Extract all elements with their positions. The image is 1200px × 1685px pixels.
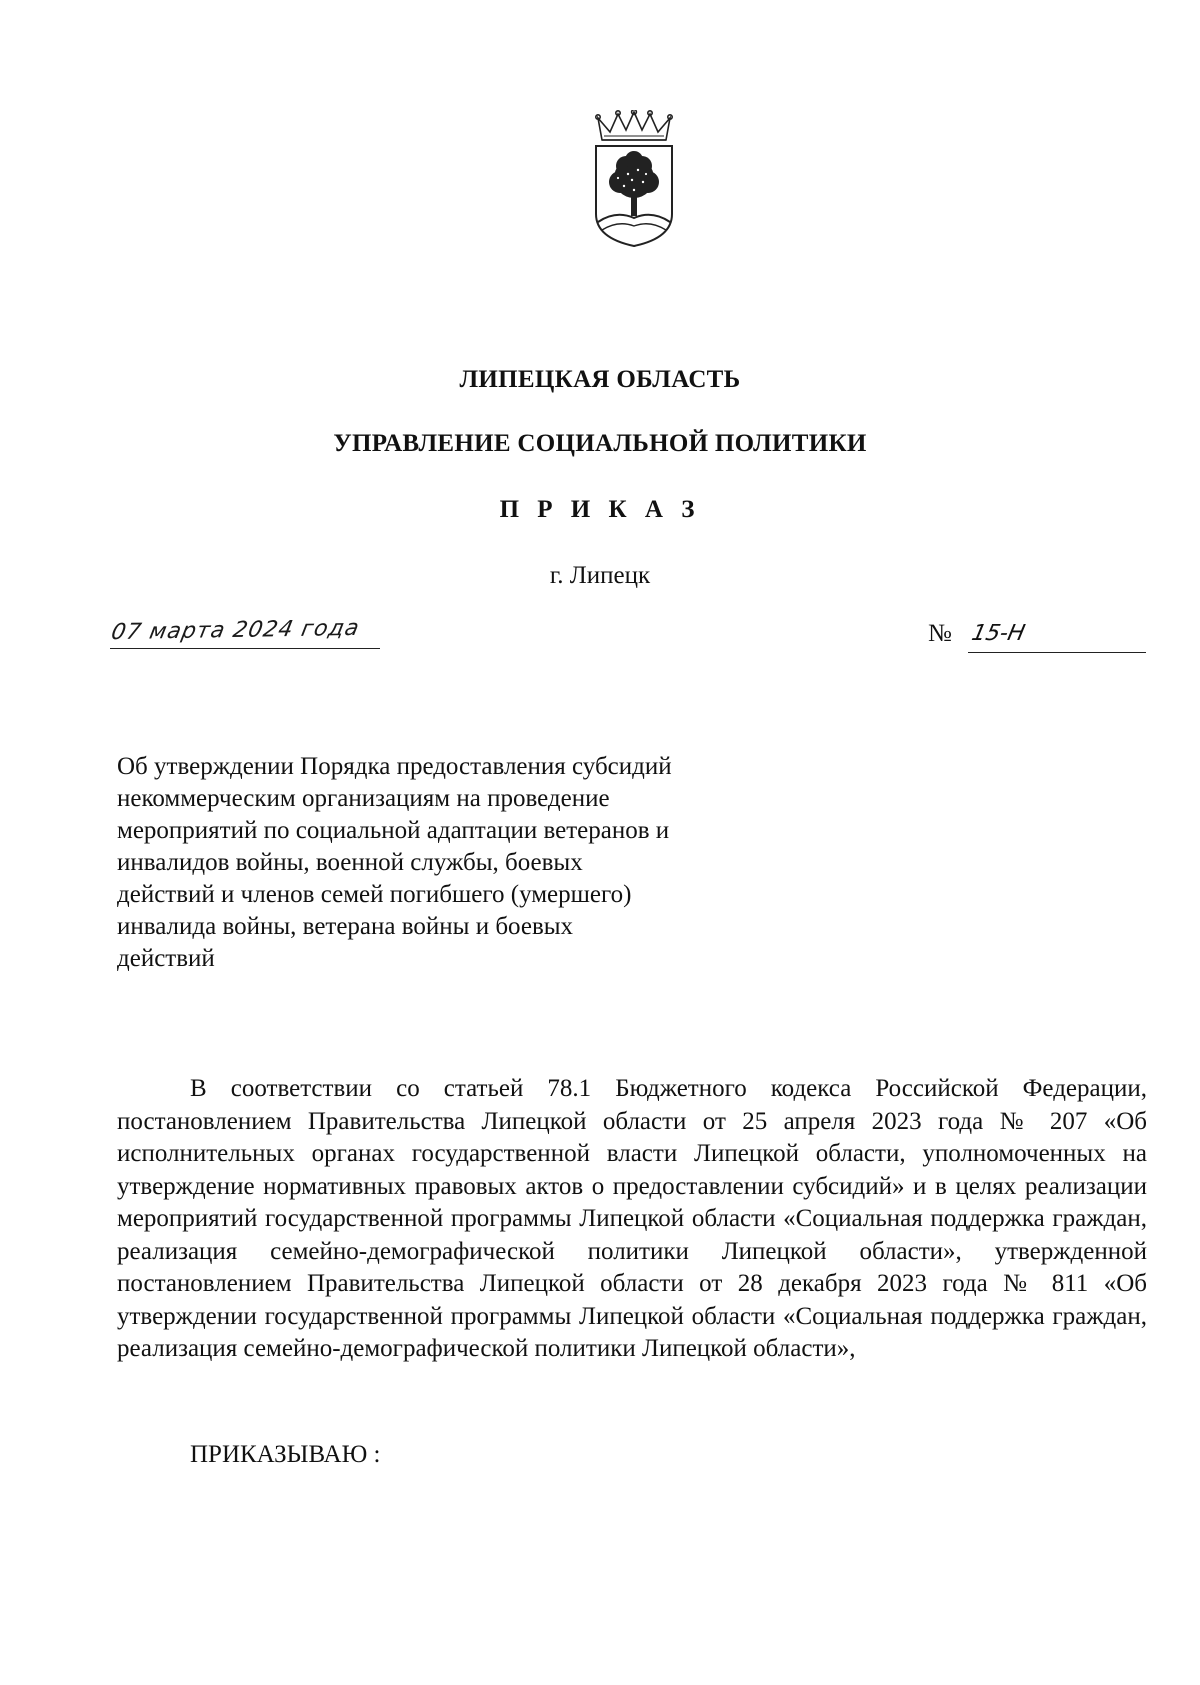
preamble-paragraph: В соответствии со статьей 78.1 Бюджетного кодекса Российской Федерации, постановлением Правительства Липецкой области от 25 апреля 2023 года № 207 «Об исполнительных органах государственной власти Липецкой области, уполномоченных на утверждение нормативных правовых актов о предоставлении субсидий» и в целях реализации мероприятий государственной программы Липецкой области «Социальная поддержка граждан, реализация семейно-демографической политики Липецкой области», утвержденной постановлением Правительства Липецкой области от 28 декабря 2023 года № 811 «Об утверждении государственной программы Липецкой области «Социальная поддержка граждан, реализация семейно-демографической политики Липецкой области», — [117, 1075, 1147, 1362]
document-type-title: П Р И К А З — [499, 496, 701, 523]
document-number — [928, 620, 1148, 654]
number-underline — [968, 652, 1146, 653]
city-label: г. Липецк — [549, 562, 651, 589]
number-sign: № — [928, 620, 952, 647]
order-subject: Об утверждении Порядка предоставления субсидий некоммерческим организациям на проведение мероприятий по социальной адаптации ветеранов и инвалидов войны, военной службы, боевых действий и членов семей погибшего (умершего) инвалида войны, ветерана войны и боевых действий — [117, 753, 672, 972]
handwritten-date: 07 марта 2024 года — [109, 615, 362, 646]
order-directive: ПРИКАЗЫВАЮ : — [190, 1441, 381, 1468]
region-title: ЛИПЕЦКАЯ ОБЛАСТЬ — [459, 366, 741, 393]
date-underline — [110, 648, 380, 649]
coat-of-arms-icon — [588, 110, 680, 248]
department-title: УПРАВЛЕНИЕ СОЦИАЛЬНОЙ ПОЛИТИКИ — [333, 430, 867, 457]
handwritten-number: 15-Н — [969, 621, 1028, 646]
